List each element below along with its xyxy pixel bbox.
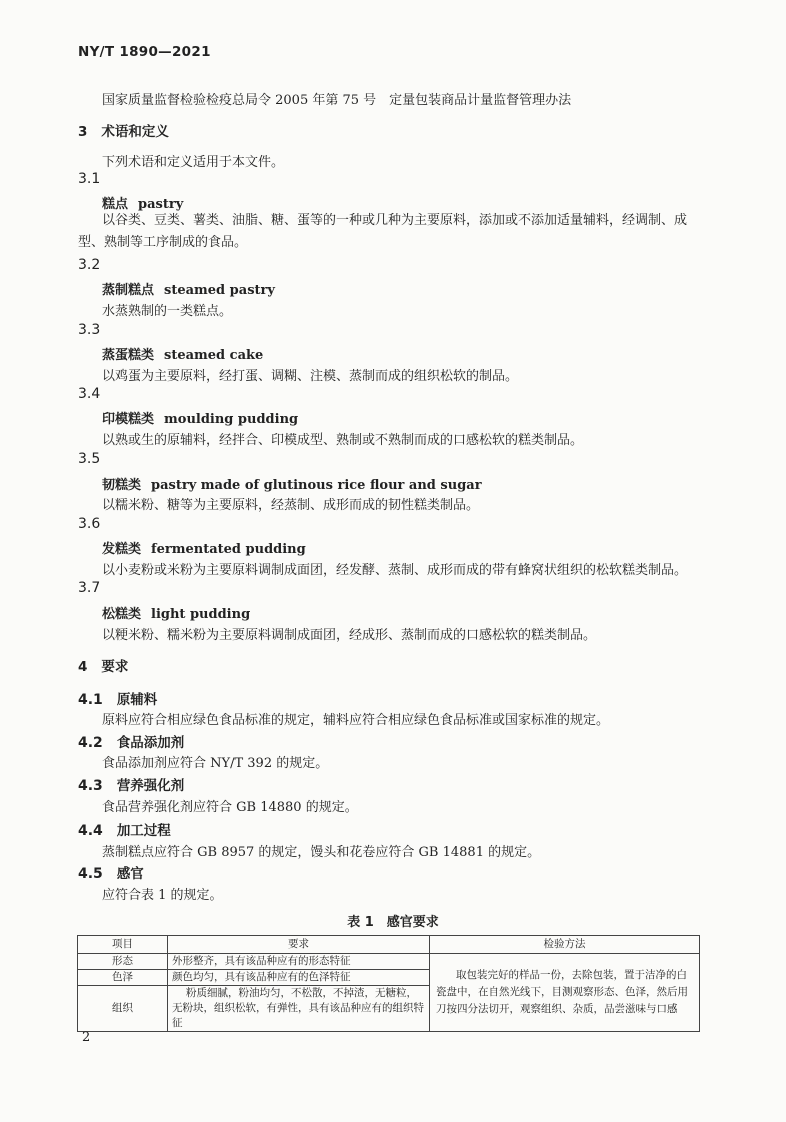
- term-number: 3.2: [78, 257, 101, 273]
- standard-number: NY/T 1890—2021: [78, 44, 211, 60]
- clause-heading: [78, 862, 144, 882]
- term-title: [102, 408, 298, 427]
- clause-number: 4.2: [78, 735, 103, 751]
- term-title: [102, 603, 250, 622]
- term-zh: 韧糕类: [102, 478, 142, 493]
- clause-title: 食品添加剂: [116, 735, 185, 751]
- clause-title: 感官: [116, 866, 144, 882]
- page-number: 2: [82, 1030, 91, 1045]
- term-number: 3.6: [78, 516, 101, 532]
- clause-text: 应符合表 1 的规定。: [102, 888, 223, 903]
- clause-text: 蒸制糕点应符合 GB 8957 的规定，馒头和花卷应符合 GB 14881 的规定。: [102, 845, 541, 860]
- term-definition: 水蒸熟制的一类糕点。: [102, 304, 233, 319]
- section-3-intro: 下列术语和定义适用于本文件。: [102, 155, 285, 170]
- row-item: 色泽: [78, 970, 168, 986]
- term-definition: 以粳米粉、糯米粉为主要原料调制成面团，经成形、蒸制而成的口感松软的糕类制品。: [102, 628, 597, 643]
- table-row: [78, 954, 700, 970]
- clause-number: 4.5: [78, 866, 103, 882]
- term-definition: 以鸡蛋为主要原料，经打蛋、调糊、注模、蒸制而成的组织松软的制品。: [102, 369, 519, 384]
- term-number: 3.3: [78, 322, 101, 338]
- clause-text: 原料应符合相应绿色食品标准的规定，辅料应符合相应绿色食品标准或国家标准的规定。: [102, 713, 610, 728]
- term-zh: 松糕类: [102, 607, 142, 622]
- section-4-title: 要求: [101, 659, 129, 675]
- row-requirement: 颜色均匀，具有该品种应有的色泽特征: [168, 970, 430, 986]
- inspection-method: 取包装完好的样品一份，去除包装，置于洁净的白瓷盘中，在自然光线下，目测观察形态、色泽，然后用刀按四分法切开，观察组织、杂质，品尝滋味与口感: [430, 954, 700, 1032]
- clause-heading: [78, 731, 184, 751]
- term-number: 3.7: [78, 580, 101, 596]
- row-requirement: 粉质细腻，粉油均匀，不松散，不掉渣，无糖粒，无粉块，组织松软，有弹性，具有该品种应有的组织特征: [168, 986, 430, 1032]
- header-method: 检验方法: [430, 936, 700, 954]
- term-definition: 以小麦粉或米粉为主要原料调制成面团，经发酵、蒸制、成形而成的带有蜂窝状组织的松软糕类制品。: [102, 563, 688, 578]
- term-en: steamed pastry: [164, 283, 275, 298]
- term-title: [102, 474, 482, 493]
- header-item: 项目: [78, 936, 168, 954]
- clause-number: 4.3: [78, 778, 103, 794]
- term-number: 3.1: [78, 171, 101, 187]
- term-en: pastry: [138, 197, 184, 212]
- clause-title: 营养强化剂: [116, 778, 185, 794]
- clause-text: 食品添加剂应符合 NY/T 392 的规定。: [102, 756, 329, 771]
- clause-title: 加工过程: [116, 823, 171, 839]
- clause-title: 原辅料: [116, 692, 158, 708]
- term-zh: 发糕类: [102, 542, 142, 557]
- term-number: 3.5: [78, 451, 101, 467]
- term-definition: 以谷类、豆类、薯类、油脂、糖、蛋等的一种或几种为主要原料，添加或不添加适量辅料，经调制、成型、熟制等工序制成的食品。: [78, 213, 688, 250]
- term-title: [102, 538, 306, 557]
- term-title: [102, 279, 275, 298]
- section-4-number: 4: [78, 659, 88, 675]
- section-3-title: 术语和定义: [101, 124, 169, 140]
- term-en: steamed cake: [164, 348, 264, 363]
- term-definition: 以糯米粉、糖等为主要原料，经蒸制、成形而成的韧性糕类制品。: [102, 498, 480, 513]
- term-zh: 印模糕类: [102, 412, 155, 427]
- table-caption: 表 1 感官要求: [347, 915, 439, 930]
- clause-text: 食品营养强化剂应符合 GB 14880 的规定。: [102, 800, 358, 815]
- term-zh: 蒸蛋糕类: [102, 348, 155, 363]
- clause-heading: [78, 819, 171, 839]
- header-requirement: 要求: [168, 936, 430, 954]
- table-header-row: [78, 936, 700, 954]
- term-number: 3.4: [78, 386, 101, 402]
- clause-number: 4.4: [78, 823, 103, 839]
- row-requirement: 外形整齐，具有该品种应有的形态特征: [168, 954, 430, 970]
- clause-heading: [78, 774, 184, 794]
- section-3-heading: [78, 120, 169, 140]
- term-definition: 以熟或生的原辅料，经拌合、印模成型、熟制或不熟制而成的口感松软的糕类制品。: [102, 433, 584, 448]
- term-en: light pudding: [151, 607, 251, 622]
- sensory-table: [77, 935, 700, 1032]
- row-item: 组织: [78, 986, 168, 1032]
- clause-heading: [78, 688, 157, 708]
- term-zh: 蒸制糕点: [102, 283, 155, 298]
- section-4-heading: [78, 655, 128, 675]
- section-3-number: 3: [78, 124, 88, 140]
- term-en: moulding pudding: [164, 412, 299, 427]
- row-item: 形态: [78, 954, 168, 970]
- clause-number: 4.1: [78, 692, 103, 708]
- normative-reference: 国家质量监督检验检疫总局令 2005 年第 75 号 定量包装商品计量监督管理办法: [102, 93, 572, 108]
- term-title: [102, 344, 263, 363]
- term-en: fermentated pudding: [151, 542, 306, 557]
- term-en: pastry made of glutinous rice flour and sugar: [151, 478, 482, 493]
- term-zh: 糕点: [102, 197, 129, 212]
